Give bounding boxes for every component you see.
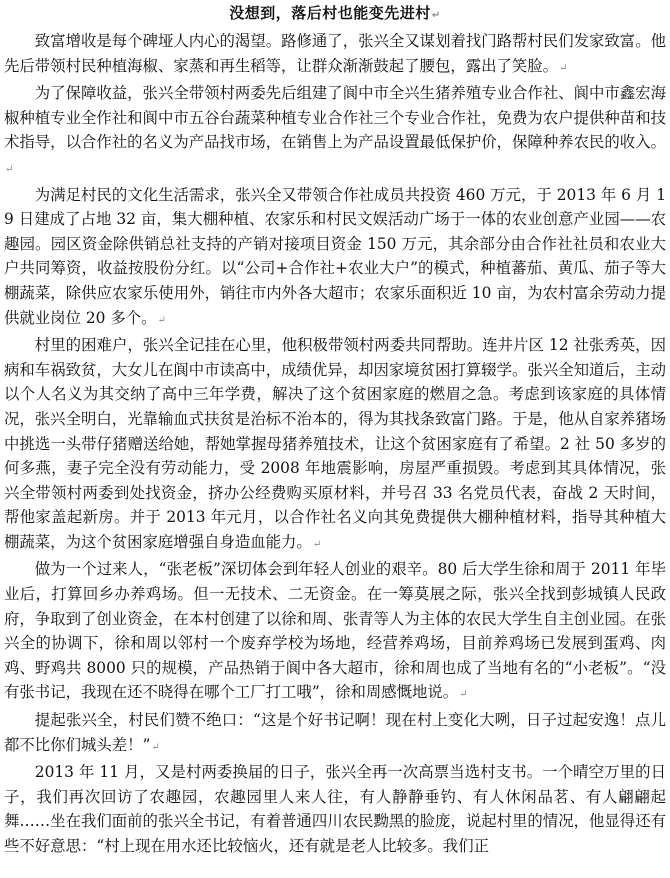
paragraph-mark-icon: ↵ [157,314,166,326]
document-title: 没想到，落后村也能变先进村↵ [229,4,441,22]
paragraph-mark-icon: ↵ [459,689,468,701]
paragraph-mark-icon: ↵ [431,10,441,21]
paragraph-5: 做为一个过来人，“张老板”深切体会到年轻人创业的艰辛。80 后大学生徐和周于 2011 年毕业后，打算回乡办养鸡场。但一无技术、二无资金。在一筹莫展之际，张兴全找到彭城镇人民政府，争取到了创业资金，在本村创建了以徐和周、张青等人为主体的农民大学生自主创业园。在张兴全的协调下，徐和周以邻村一个废弃学校为场地，经营养鸡场，目前养鸡场已发展到蛋鸡、肉鸡、野鸡共 8000 只的规模，产品热销于阆中各大超市，徐和周也成了当地有名的“小老板”。“没有张书记，我现在还不晓得在哪个工厂打工哦”，徐和周感慨地说。↵ [4,560,666,702]
paragraph-4: 村里的困难户，张兴全记挂在心里，他积极带领村两委共同帮助。连井片区 12 社张秀英，因病和车祸致贫，大女儿在阆中市读高中，成绩优异，却因家境贫困打算辍学。张兴全知道后，主动以个人名义为其交纳了高中三年学费，解决了这个贫困家庭的燃眉之急。考虑到该家庭的具体情况，张兴全明白，光靠输血式扶贫是治标不治本的，得为其找条致富门路。于是，他从自家养猪场中挑选一头带仔猪赠送给她，帮她掌握母猪养殖技术，让这个贫困家庭有了希望。2 社 50 多岁的何多燕，妻子完全没有劳动能力，受 2008 年地震影响，房屋严重损毁。考虑到其具体情况，张兴全带领村两委到处找资金，挤办公经费购买原材料，并号召 33 名党员代表，奋战 2 天时间，帮他家盖起新房。并于 2013 年元月，以合作社名义向其免费提供大棚种植材料，指导其种植大棚蔬菜，为这个贫困家庭增强自身造血能力。↵ [4,336,666,551]
paragraph-mark-icon: ↵ [559,62,568,74]
paragraph-mark-icon: ↵ [5,163,14,175]
paragraph-mark-icon: ↵ [151,741,160,753]
paragraph-7: 2013 年 11 月，又是村两委换届的日子，张兴全再一次高票当选村支书。一个晴空万里的日子，我们再次回访了农趣园，农趣园里人来人往，有人静静垂钓、有人休闲品茗、有人翩翩起舞……坐在我们面前的张兴全书记，有着普通四川农民黝黑的脸庞，说起村里的情况，他显得还有些不好意思：“村上现在用水还比较恼火，还有就是老人比较多。我们正 [4,763,666,855]
paragraph-1: 致富增收是每个碑垭人内心的渴望。路修通了，张兴全又谋划着找门路帮村民们发家致富。他先后带领村民种植海椒、家蒸和再生稻等，让群众渐渐鼓起了腰包，露出了笑脸。↵ [4,32,666,75]
paragraph-6: 提起张兴全，村民们赞不绝口：“这是个好书记啊！现在村上变化大咧，日子过起安逸！点儿都不比你们城头差！”↵ [4,711,666,754]
paragraph-mark-icon: ↵ [312,538,322,550]
paragraph-3: 为满足村民的文化生活需求，张兴全又带领合作社成员共投资 460 万元，于 2013 年 6 月 19 日建成了占地 32 亩，集大棚种植、农家乐和村民文娱活动广场于一体的农业创意产业园——农趣园。园区资金除供销总社支持的产销对接项目资金 150 万元，其余部分由合作社社员和农业大户共同筹资，收益按股份分红。以“公司+合作社+农业大户”的模式，种植蕃茄、黄瓜、茄子等大棚蔬菜，除供应农家乐使用外，销往市内外各大超市；农家乐面积近 10 亩，为农村富余劳动力提供就业岗位 20 多个。↵ [4,185,666,327]
paragraph-2: 为了保障收益，张兴全带领村两委先后组建了阆中市全兴生猪养殖专业合作社、阆中市鑫宏海椒种植专业全作社和阆中市五谷台蔬菜种植专业合作社三个专业合作社，免费为农户提供种苗和技术指导，以合作社的名义为产品找市场，在销售上为产品设置最低保护价，保障种养农民的收入。↵ [4,84,666,175]
